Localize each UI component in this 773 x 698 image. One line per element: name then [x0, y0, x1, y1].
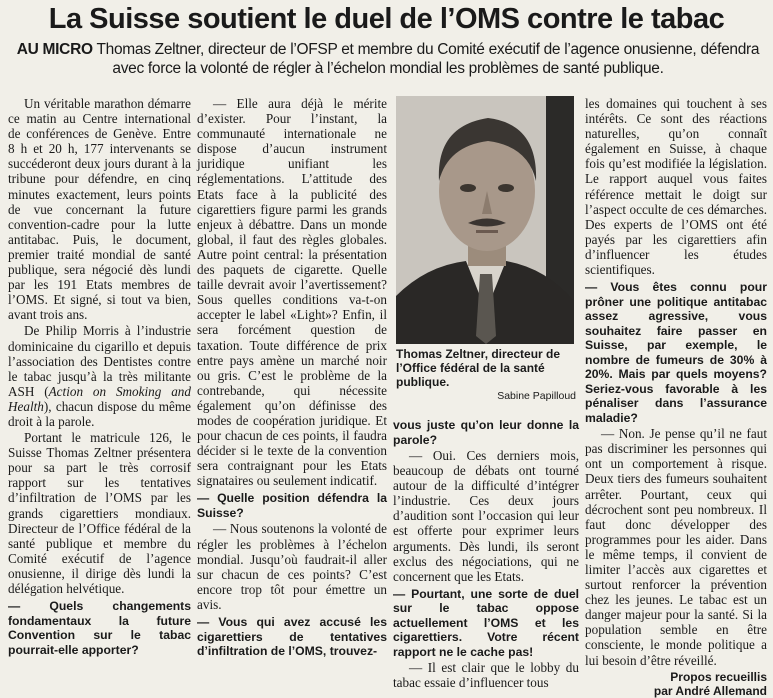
portrait-photo: [396, 96, 574, 344]
headline: La Suisse soutient le duel de l’OMS contre le tabac: [48, 3, 725, 35]
deck-text: Thomas Zeltner, directeur de l’OFSP et membre du Comité exécutif de l’agence onusienne, défendra avec force la volonté de régler à l’échelon mondial les problèmes de santé publique.: [96, 41, 760, 77]
interview-answer: — Non. Je pense qu’il ne faut pas discriminer les personnes qui ont un comportement à risque. Deux tiers des fumeurs souhaitent arrêter. Pourtant, ceux qui décrochent sont peu nombreux. Il faut donc développer des programmes pour les aider. Dans le même temps, il convient de limiter l’accès aux cigarettes et surtout renforcer la prévention chez les jeunes. Le tabac est un danger majeur pour la santé. Si la population semble en être consciente, le monde politique a lui besoin d’être réveillé.: [585, 426, 767, 668]
deck-kicker: AU MICRO: [16, 41, 93, 58]
interview-question: — Quels changements fondamentaux la future Convention sur le tabac pourrait-elle apporter?: [8, 599, 191, 657]
interview-question: — Vous qui avez accusé les cigarettiers de tentatives d’infiltration de l’OMS, trouvez-: [197, 615, 387, 658]
photo-caption: [396, 347, 576, 403]
interview-question: — Pourtant, une sorte de duel sur le tabac oppose actuellement l’OMS et les cigarettiers. Votre récent rapport ne le cache pas!: [393, 586, 579, 659]
interview-answer: les domaines qui touchent à ses intérêts. Ce sont des réactions naturelles, qu’on connaît également en Suisse, à chaque fois qu’est modifiée la législation. Le rapport auquel vous faites référence mettait le doigt sur l’aspect occulte de ces démarches. Des experts de l’OMS ont été payés par les cigarettiers afin d’influencer les études scientifiques.: [585, 96, 767, 278]
paragraph: Portant le matricule 126, le Suisse Thomas Zeltner présentera pour sa part le très corrosif rapport sur les tentatives d’infiltration de l’OMS par les grands cigarettiers mondiaux. Directeur de l’Office fédéral de la santé publique et membre du Comité exécutif de l’agence onusienne, il dirige dès lundi la délégation helvétique.: [8, 430, 191, 596]
caption-text: Thomas Zeltner, directeur de l’Office fédéral de la santé publique.: [396, 347, 561, 389]
byline: [585, 670, 767, 698]
interview-question: vous juste qu’on leur donne la parole?: [393, 418, 579, 447]
article-column-4: [585, 96, 767, 698]
photo-credit: Sabine Papilloud: [497, 390, 576, 402]
interview-answer: — Elle aura déjà le mérite d’exister. Pour l’instant, la communauté internationale ne dispose d’aucun instrument juridique unifiant les réglementations. L’attitude des Etats face à la publicité des cigarettiers figure parmi les grands enjeux à débattre. Dans un monde global, il faut des règles globales. Autre point central: la présentation des paquets de cigarette. Quelle taille devrait avoir l’avertissement? Sous quelles conditions va-t-on accepter le label «Light»? Enfin, il sera forcément question de taxation. Toute différence de prix entre pays amène un marché noir ou gris. C’est le problème de la contrebande, qui nécessite également qu’on définisse des modes de coopération juridique. Et pour chacun de ces points, il faudra décider si le texte de la convention sera contraignant pour les Etats signataires ou seulement indicatif.: [197, 96, 387, 489]
interview-answer: — Oui. Ces derniers mois, beaucoup de débats ont tourné autour de la difficulté d’intégrer l’industrie. Ces deux jours d’audition sont l’occasion qui leur est offerte pour exprimer leurs arguments. Dès lundi, ils seront exclus des négociations, qui ne concernent que les Etats.: [393, 448, 579, 584]
byline-line-2: par André Allemand: [653, 683, 767, 698]
paragraph: De Philip Morris à l’industrie dominicaine du cigarillo et depuis l’association des Dentistes contre le tabac jusqu’à la très militante ASH (Action on Smoking and Health), chacun dispose du même droit à la parole.: [8, 323, 191, 429]
interview-answer: — Il est clair que le lobby du tabac essaie d’influencer tous: [393, 660, 579, 691]
interview-question: — Vous êtes connu pour prôner une politique antitabac assez agressive, vous souhaitez faire passer en Suisse, par exemple, le nombre de fumeurs de 30% à 20%. Mais par quels moyens? Seriez-vous favorable à les pénaliser dans l’assurance maladie?: [585, 280, 767, 425]
interview-question: — Quelle position défendra la Suisse?: [197, 491, 387, 520]
deck: [14, 40, 762, 78]
portrait-illustration: [396, 96, 574, 344]
byline-line-1: Propos recueillis: [670, 669, 767, 684]
article-column-2: [197, 96, 387, 666]
organization-name: Action on Smoking and Health: [8, 383, 191, 414]
article-column-1: [8, 96, 191, 666]
interview-answer: — Nous soutenons la volonté de régler les problèmes à l’échelon mondial. Jusqu’où faudrait-il aller sur chacun de ces points? C’est encore trop tôt pour émettre un avis.: [197, 521, 387, 612]
paragraph: Un véritable marathon démarre ce matin au Centre international de conférences de Genève. Entre 8 h et 20 h, 177 intervenants se succéderont deux jours durant à la tribune pour défendre, en cinq minutes exactement, leurs points de vue concernant la future convention-cadre pour la lutte antitabac. Puis, le document, premier traité mondial de santé publique, sera négocié dès lundi par les 191 Etats membres de l’OMS. Et signé, si tout va bien, avant trois ans.: [8, 96, 191, 323]
article-column-3: [393, 418, 579, 691]
